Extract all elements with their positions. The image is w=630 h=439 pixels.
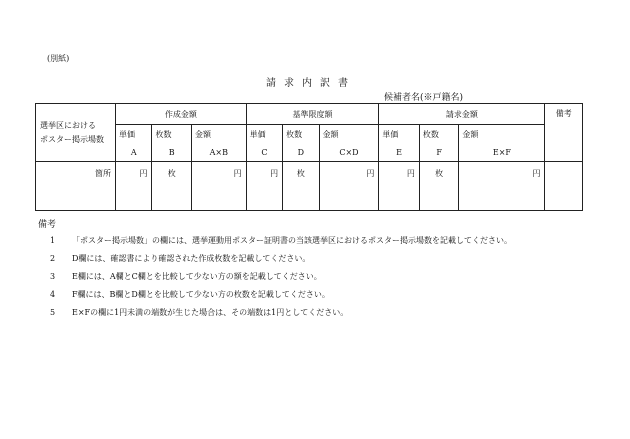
note-item: 1 「ポスター掲示場数」の欄には、選挙運動用ポスター証明書の当該選挙区におけるポスター掲示場数を記載してください。 xyxy=(50,236,512,245)
note-item: 2 D欄には、確認書により確認された作成枚数を記載してください。 xyxy=(50,254,311,263)
production-unit-price-header: 単価 A xyxy=(116,125,152,162)
limit-amount-cell[interactable]: 円 xyxy=(319,162,379,211)
limit-amount-subheader: 金額 C×D xyxy=(319,125,379,162)
remarks-header: 備考 xyxy=(545,104,583,162)
limit-count-header: 枚数 D xyxy=(283,125,319,162)
form-label: (別紙) xyxy=(47,54,70,63)
claim-breakdown-table xyxy=(35,103,583,211)
production-unit-price-cell[interactable]: 円 xyxy=(116,162,152,211)
production-amount-subheader: 金額 A×B xyxy=(191,125,246,162)
note-item: 4 F欄には、B欄とD欄とを比較して少ない方の枚数を記載してください。 xyxy=(50,290,330,299)
claim-amount-cell[interactable]: 円 xyxy=(459,162,545,211)
claim-unit-price-cell[interactable]: 円 xyxy=(379,162,420,211)
claim-unit-price-header: 単価 E xyxy=(379,125,420,162)
remarks-cell[interactable] xyxy=(545,162,583,211)
limit-unit-price-header: 単価 C xyxy=(246,125,282,162)
limit-unit-price-cell[interactable]: 円 xyxy=(246,162,282,211)
claim-count-cell[interactable]: 枚 xyxy=(419,162,459,211)
poster-sites-header: 選挙区における ポスター掲示場数 xyxy=(36,104,116,162)
production-count-header: 枚数 B xyxy=(152,125,192,162)
claim-amount-subheader: 金額 E×F xyxy=(459,125,545,162)
production-count-cell[interactable]: 枚 xyxy=(152,162,192,211)
candidate-name-label: 候補者名(※戸籍名) xyxy=(384,93,464,103)
notes-title: 備考 xyxy=(38,220,57,230)
production-amount-header: 作成金額 xyxy=(116,104,247,125)
document-title: 請求内訳書 xyxy=(266,78,356,89)
limit-count-cell[interactable]: 枚 xyxy=(283,162,319,211)
claim-amount-header: 請求金額 xyxy=(379,104,545,125)
note-item: 5 E×Fの欄に1円未満の端数が生じた場合は、その端数は1円としてください。 xyxy=(50,308,349,317)
production-amount-cell[interactable]: 円 xyxy=(191,162,246,211)
limit-amount-header: 基準限度額 xyxy=(246,104,379,125)
note-item: 3 E欄には、A欄とC欄とを比較して少ない方の額を記載してください。 xyxy=(50,272,322,281)
poster-sites-cell[interactable]: 箇所 xyxy=(36,162,116,211)
claim-count-header: 枚数 F xyxy=(419,125,459,162)
